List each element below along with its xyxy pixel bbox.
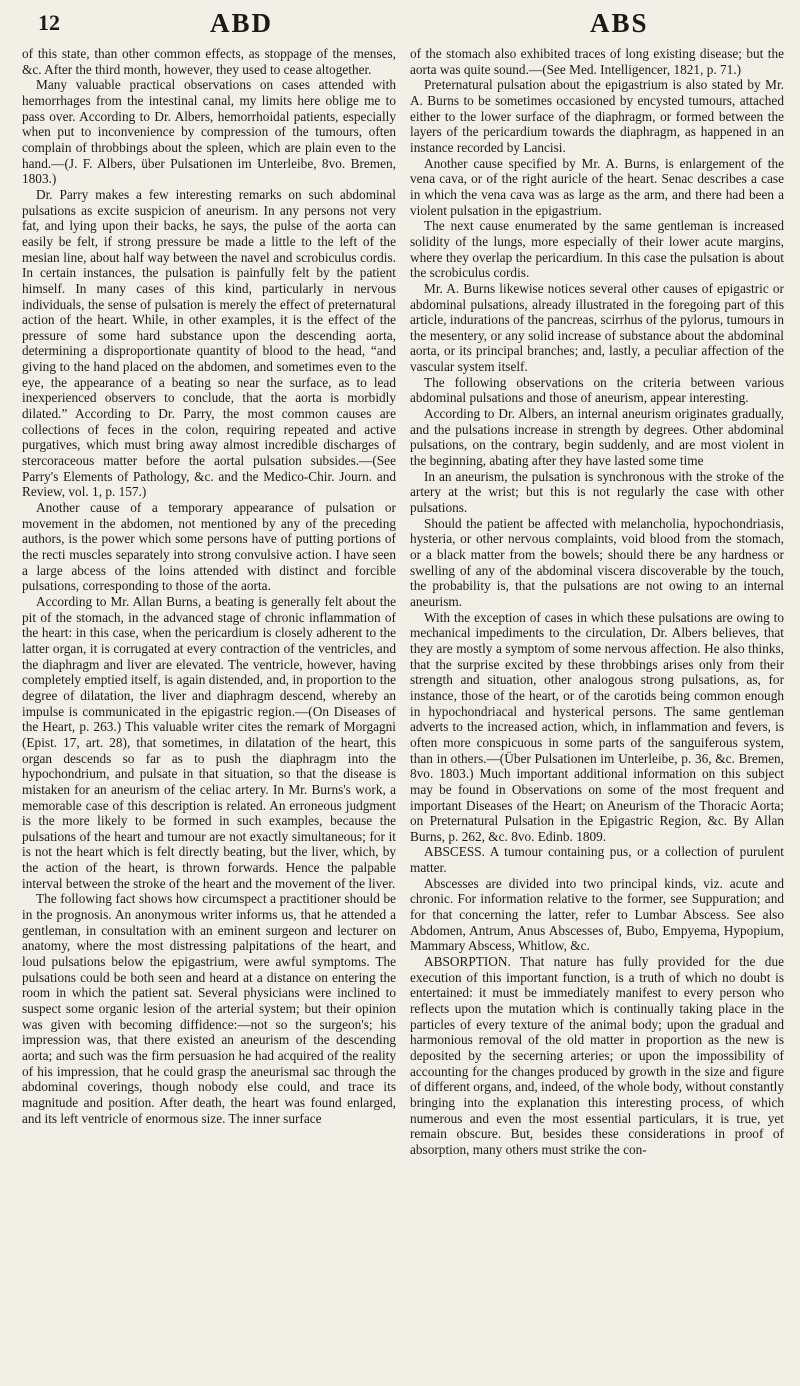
paragraph: of this state, than other common effects, as stoppage of the menses, &c. After the third month, however, they used to cease altogether. (22, 46, 396, 77)
text-columns (22, 46, 784, 1158)
paragraph: According to Mr. Allan Burns, a beating is generally felt about the pit of the stomach, in the advanced stage of chronic inflammation of the heart: in this case, when the pericardium is closely adherent to the latter organ, it is corrugated at every contraction of the ventricles, and the diaphragm and liver are elevated. The ventricle, however, having completely emptied itself, is again distended, and, in proportion to the degree of dilatation, the liver and diaphragm descend, whereby an impulse is communicated in the epigastric region.—(On Diseases of the Heart, p. 263.) This valuable writer cites the remark of Morgagni (Epist. 17, art. 28), that sometimes, in dilatation of the heart, this organ descends so far as to push the diaphragm into the hypochondrium, and pulsate in that situation, so that the disease is mistaken for an aneurism of the celiac artery. In Mr. Burns's work, a memorable case of this description is related. An erroneous judgment is the more likely to be formed in such examples, because the pulsations of the heart and tumour are not exactly simultaneous; for it is not the heart which is felt directly beating, but the liver, which, by the action of the heart, is thrown forwards. Hence the palpable interval between the stroke of the heart and the movement of the liver. (22, 593, 396, 891)
paragraph: The next cause enumerated by the same gentleman is increased solidity of the lungs, more especially of their lower acute margins, where they overlap the pericardium. In this case the pulsation is about the scrobiculus cordis. (410, 218, 784, 281)
paragraph: Mr. A. Burns likewise notices several other causes of epigastric or abdominal pulsations, already illustrated in the foregoing part of this article, indurations of the pancreas, scirrhus of the pylorus, tumours in the mesentery, or any solid increase of substance about the abdominal aorta, or its principal branches; and, lastly, a peculiar affection of the vascular system itself. (410, 280, 784, 375)
paragraph: of the stomach also exhibited traces of long existing disease; but the aorta was quite sound.—(See Med. Intelligencer, 1821, p. 71.) (410, 46, 784, 77)
entry-absorption: ABSORPTION. That nature has fully provided for the due execution of this important function, is a truth of which no doubt is entertained: it must be immediately manifest to every person who reflects upon the mutation which is continually taking place in the particles of every texture of the animal body; upon the gradual and harmonious removal of the old matter in proportion as the new is deposited by the secerning arteries; or upon the impossibility of accounting for the changes produced by growth in the size and figure of different organs, and, indeed, of the whole body, without constantly bringing into the explanation this interesting process, of which numerous and even the most essential particulars, it is true, yet remain obscure. But, besides these considerations in proof of absorption, many others must strike the con- (410, 954, 784, 1157)
paragraph: Preternatural pulsation about the epigastrium is also stated by Mr. A. Burns to be sometimes occasioned by encysted tumours, attached either to the lower surface of the diaphragm, or formed between the layers of the pericardium towards the diaphragm, as happened in an instance recorded by Lancisi. (410, 77, 784, 155)
running-head-left: ABD (210, 8, 274, 38)
paragraph: Dr. Parry makes a few interesting remarks on such abdominal pulsations as excite suspicion of aneurism. In any persons not very fat, and lying upon their backs, he says, the pulse of the aorta can easily be felt, if strong pressure be made a little to the left of the mesian line, about half way between the navel and scrobiculus cordis. In certain instances, the pulsation is painfully felt by the patient himself. In many cases of this kind, particularly in nervous individuals, the sense of pulsation is merely the effect of preternatural action of the heart. While, in other examples, it is the effect of the pressure of some hard substance upon the descending aorta, determining a disproportionate quantity of blood to the head, “and giving to the hand placed on the abdomen, and sometimes even to the eye, the appearance of a beating so near the surface, as to lead inexperienced observers to conclude, that the aorta is morbidly dilated.” According to Dr. Parry, the most common causes are collections of feces in the colon, requiring repeated and active purgatives, which must bring away almost incredible discharges of stercoraceous matter before the aortal pulsation subsides.—(See Parry's Elements of Pathology, &c. and the Medico-Chir. Journ. and Review, vol. 1, p. 157.) (22, 186, 396, 500)
paragraph: Should the patient be affected with melancholia, hypochondriasis, hysteria, or other nervous complaints, void blood from the stomach, or a black matter from the bowels; should there be any hardness or swelling of any of the abdominal viscera discoverable by the touch, the probability is, that the pulsations are not owing to an internal aneurism. (410, 515, 784, 609)
page-header (22, 6, 784, 46)
paragraph: Another cause of a temporary appearance of pulsation or movement in the abdomen, not mentioned by any of the preceding authors, is the power which some persons have of putting portions of the recti muscles separately into strong convulsive action. I have seen a large abcess of the loins attended with distinct and forcible pulsations, corresponding to those of the aorta. (22, 500, 396, 594)
paragraph: With the exception of cases in which these pulsations are owing to mechanical impediments to the circulation, Dr. Albers believes, that they are mostly a symptom of some nervous affection. He also thinks, that the surprise excited by these throbbings arises only from their strength and situation, other analogous strong pulsations, as, for instance, those of the heart, or of the carotids being common enough in hypochondriacal and hysterical persons. The same gentleman adverts to the increased action, which, in inflammation and fevers, is often more conspicuous in some parts of the sanguiferous system, than in others.—(Über Pulsationen im Unterleibe, p. 36, &c. Bremen, 8vo. 1803.) Much important additional information on this subject may be found in Observations on some of the most frequent and important Diseases of the Heart; on Aneurism of the Thoracic Aorta; on Preternatural Pulsation in the Epigastric Region, &c. By Allan Burns, p. 262, &c. 8vo. Edinb. 1809. (410, 609, 784, 844)
paragraph: The following observations on the criteria between various abdominal pulsations and those of aneurism, appear interesting. (410, 374, 784, 406)
paragraph: Many valuable practical observations on cases attended with hemorrhages from the intestinal canal, my limits here oblige me to pass over. According to Dr. Albers, hemorrhoidal patients, especially when put to inconvenience by compression of the tumours, often complain of throbbings about the spleen, which are plain even to the hand.—(J. F. Albers, über Pulsationen im Unterleibe, 8vo. Bremen, 1803.) (22, 77, 396, 187)
paragraph: According to Dr. Albers, an internal aneurism originates gradually, and the pulsations increase in strength by degrees. Other abdominal pulsations, on the contrary, begin suddenly, and are most violent in the beginning, abating after they have lasted some time (410, 406, 784, 469)
running-head-right: ABS (590, 8, 649, 38)
paragraph: The following fact shows how circumspect a practitioner should be in the prognosis. An anonymous writer informs us, that he attended a gentleman, in consultation with an eminent surgeon and lecturer on anatomy, where the most distressing palpitations of the heart, and loud pulsations below the epigastrium, were awful symptoms. The pulsations could be both seen and heard at a distance on entering the room in which the patient sat. Several physicians were inclined to suspect some organic lesion of the arterial system; but their opinion was given with becoming diffidence:—not so the surgeon's; his impression was, that there existed an aneurism of the descending aorta; and such was the firm persuasion he had acquired of the reality of his impression, that he could grasp the aneurismal sac through the abdominal coverings, though nobody else could, and trace its magnitude and position. After death, the heart was found enlarged, and its left ventricle of enormous size. The inner surface (22, 891, 396, 1126)
page-number: 12 (38, 10, 60, 35)
right-column (410, 46, 784, 1158)
left-column (22, 46, 396, 1158)
paragraph: In an aneurism, the pulsation is synchronous with the stroke of the artery at the wrist; but this is not regularly the case with other pulsations. (410, 468, 784, 516)
entry-abscess: ABSCESS. A tumour containing pus, or a collection of purulent matter. (410, 844, 784, 876)
paragraph: Abscesses are divided into two principal kinds, viz. acute and chronic. For information relative to the former, see Suppuration; and for that concerning the latter, refer to Lumbar Abscess. See also Abdomen, Antrum, Anus Abscesses of, Bubo, Empyema, Hypopium, Mammary Abscess, Whitlow, &c. (410, 875, 784, 954)
paragraph: Another cause specified by Mr. A. Burns, is enlargement of the vena cava, or of the right auricle of the heart. Senac describes a case in which the vena cava was as large as the arm, and there had been a violent pulsation in the epigastrium. (410, 155, 784, 218)
